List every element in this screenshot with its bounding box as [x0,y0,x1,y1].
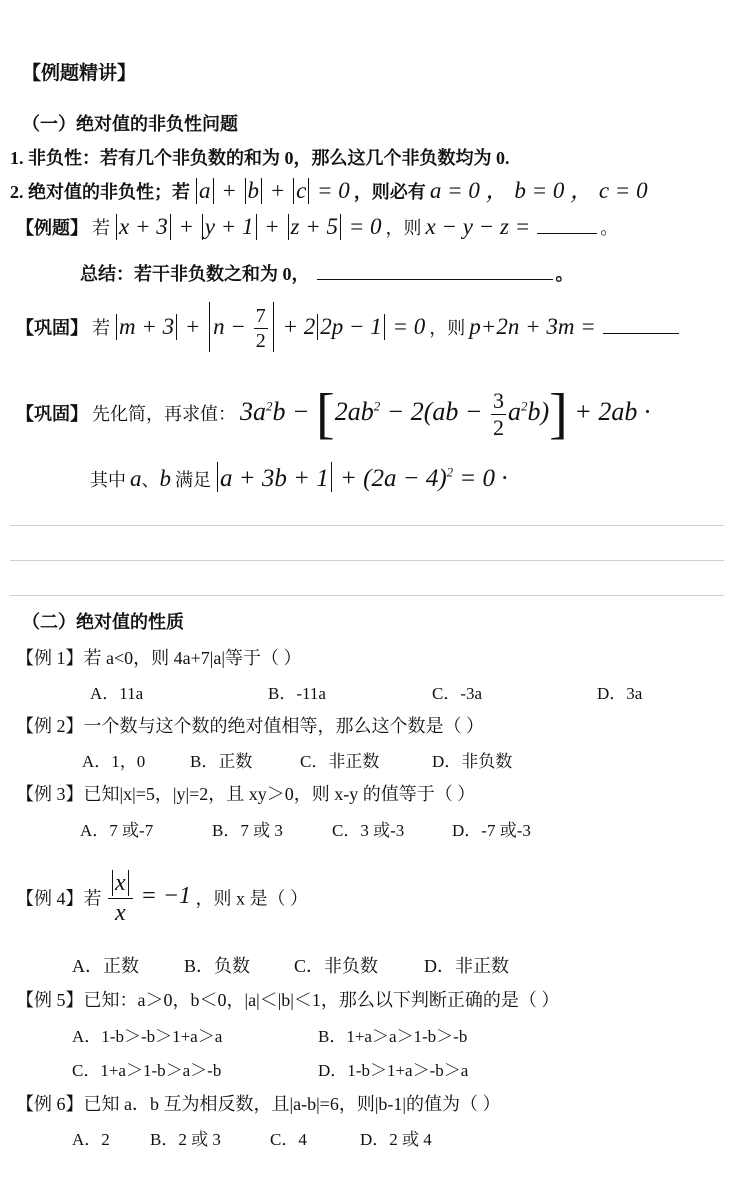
ex5-option-b[interactable]: B．1+a＞a＞1-b＞-b [318,1027,468,1046]
answer-blank[interactable] [537,215,597,234]
ex1-option-d[interactable]: D．3a [597,684,643,703]
consolidate1-blank[interactable] [603,315,679,334]
ex2-option-c[interactable]: C．非正数 [300,752,380,771]
condition-formula: $a + 3b + 1 + (2a - 4)^2 = 0$ · [215,465,508,492]
ex4-formula: $\frac{x}{x}$ = −1 [106,883,191,909]
ex6-option-b[interactable]: B．2 或 3 [150,1130,221,1149]
part1-item2: 2. 绝对值的非负性；若 a + b + c = 0 ，则必有 a = 0 ， b = 0 ， c = 0 [10,178,648,203]
summary: 总结：若干非负数之和为 0， 。 [80,260,574,286]
ex2-option-d[interactable]: D．非负数 [432,752,513,771]
item2-formula: a + b + c = 0 [194,178,350,203]
consolidate1-formula: m + 3 + n − $\frac{7}{2}$ + 2 2p − 1 = 0 [114,314,425,339]
example-1: 【例 1】若 a<0，则 4a+7|a|等于（ ） [16,648,302,668]
ex3-option-a[interactable]: A．7 或-7 [80,821,154,840]
summary-blank[interactable] [317,261,553,280]
ex1-option-a[interactable]: A．11a [90,684,144,703]
consolidate2-formula: $3a^2b - [2ab^2 - 2(ab$ − $\frac{3}{2}$ $a^2b)] + 2ab$ · [240,383,651,445]
example-question: x − y − z = [425,214,531,239]
example-4: 【例 4】若 $\frac{x}{x}$ = −1 ，则 x 是（ ） [16,870,309,926]
ex6-option-a[interactable]: A．2 [72,1130,110,1149]
ex6-option-d[interactable]: D．2 或 4 [360,1130,432,1149]
part2-heading: （二）绝对值的性质 [22,612,184,633]
consolidate2-condition: 其中 a、b 满足 $a + 3b + 1 + (2a - 4)^2 = 0$ · [90,462,508,493]
ex4-option-b[interactable]: B．负数 [184,956,251,976]
item2-result: a = 0 ， b = 0 ， c = 0 [429,178,648,203]
consolidate1-question: p+2n + 3m = [469,314,596,339]
ex4-option-d[interactable]: D．非正数 [424,956,509,976]
consolidate-1: 【巩固】 若 m + 3 + n − $\frac{7}{2}$ + 2 2p − 1 = 0 ，则 p+2n + 3m = [16,302,682,352]
divider-2 [10,560,724,561]
consolidate-2: 【巩固】 先化简，再求值： $3a^2b - [2ab^2 - 2(ab$ − $\frac{3}{2}$ $a^2b)] + 2ab$ · [16,383,651,445]
example-2: 【例 2】一个数与这个数的绝对值相等，那么这个数是（ ） [16,716,484,736]
part1-heading: （一）绝对值的非负性问题 [22,114,238,135]
ex1-option-b[interactable]: B．-11a [268,684,326,703]
ex3-option-c[interactable]: C．3 或-3 [332,821,405,840]
ex5-option-d[interactable]: D．1-b＞1+a＞-b＞a [318,1061,469,1080]
example-problem: 【例题】 若 x + 3 + y + 1 + z + 5 = 0 ，则 x − y − z = 。 [16,214,619,239]
ex2-option-a[interactable]: A．1，0 [82,752,146,771]
ex3-option-b[interactable]: B．7 或 3 [212,821,283,840]
divider-1 [10,525,724,526]
ex2-option-b[interactable]: B．正数 [190,752,253,771]
ex1-option-c[interactable]: C．-3a [432,684,483,703]
example-formula: x + 3 + y + 1 + z + 5 = 0 [114,214,382,239]
example-6: 【例 6】已知 a．b 互为相反数，且|a-b|=6，则|b-1|的值为（ ） [16,1094,501,1114]
example-3: 【例 3】已知|x|=5，|y|=2，且 xy＞0，则 x-y 的值等于（ ） [16,784,476,804]
ex5-option-c[interactable]: C．1+a＞1-b＞a＞-b [72,1061,222,1080]
part1-item1: 1. 非负性：若有几个非负数的和为 0，那么这几个非负数均为 0. [10,148,510,168]
ex4-option-a[interactable]: A．正数 [72,956,139,976]
example-5: 【例 5】已知：a＞0，b＜0，|a|＜|b|＜1，那么以下判断正确的是（ ） [16,990,560,1010]
ex5-option-a[interactable]: A．1-b＞-b＞1+a＞a [72,1027,223,1046]
divider-3 [10,595,724,596]
section-title: 【例题精讲】 [22,62,137,84]
ex3-option-d[interactable]: D．-7 或-3 [452,821,531,840]
ex6-option-c[interactable]: C．4 [270,1130,307,1149]
ex4-option-c[interactable]: C．非负数 [294,956,379,976]
